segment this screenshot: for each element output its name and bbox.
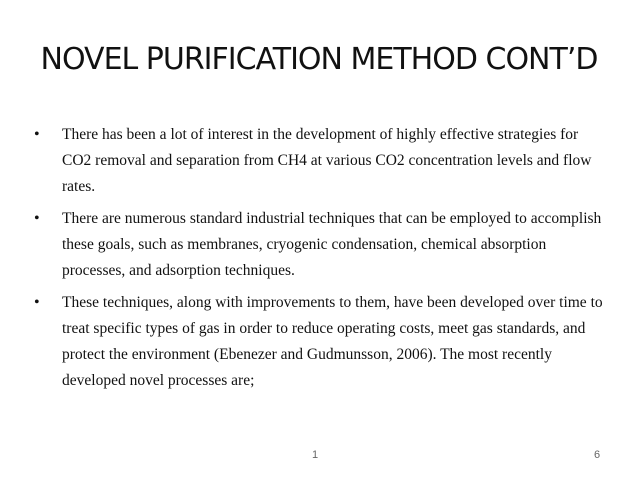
bullet-icon: •: [34, 294, 40, 311]
bullet-item: [30, 290, 610, 394]
bullet-text: There has been a lot of interest in the development of highly effective strategies for CO2 removal and separation from CH4 at various CO2 concentration levels and flow rates.: [62, 126, 592, 195]
footer-page-number-center: 1: [312, 449, 319, 461]
footer-page-number-right: 6: [594, 449, 601, 461]
bullet-item: [30, 206, 610, 284]
slide-title: NOVEL PURIFICATION METHOD CONT’D: [40, 42, 598, 77]
bullet-icon: •: [34, 126, 40, 143]
bullet-item: [30, 122, 610, 200]
bullet-icon: •: [34, 210, 40, 227]
bullet-list: [30, 122, 610, 400]
bullet-text: There are numerous standard industrial techniques that can be employed to accomplish these goals, such as membranes, cryogenic condensation, chemical absorption processes, and adsorption techniques.: [62, 210, 602, 279]
bullet-text: These techniques, along with improvements to them, have been developed over time to treat specific types of gas in order to reduce operating costs, meet gas standards, and protect the environment (Ebenezer and Gudmunsson, 2006). The most recently developed novel processes are;: [62, 294, 603, 389]
